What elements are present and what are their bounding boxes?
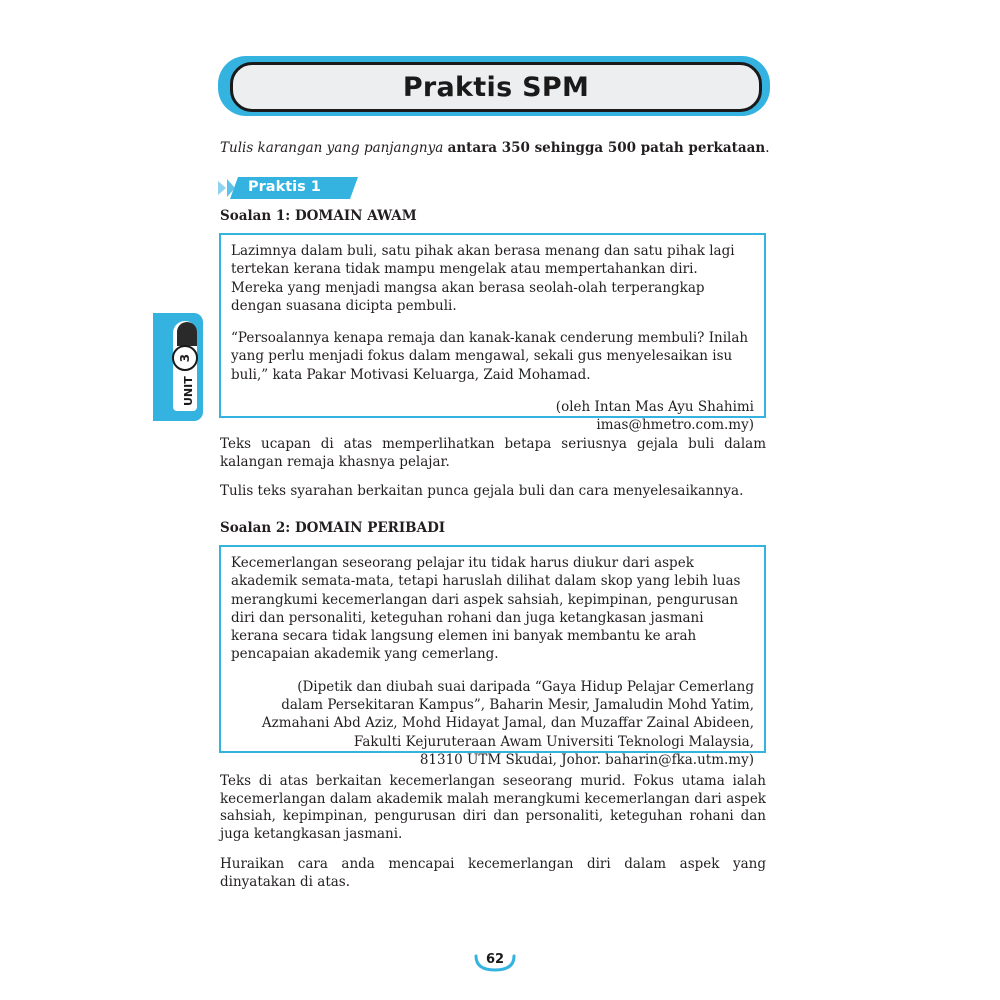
section-tag xyxy=(216,177,358,199)
soalan-1-para-1: Lazimnya dalam buli, satu pihak akan berasa menang dan satu pihak lagi tertekan kerana tidak mampu mengelak atau mempertahankan diri. Mereka yang menjadi mangsa akan berasa seolah-olah terperangkap dengan suasana dicipta pembuli. xyxy=(231,243,735,314)
unit-number: 3 xyxy=(172,345,198,371)
title-banner xyxy=(218,56,770,116)
soalan-1-text-1: Teks ucapan di atas memperlihatkan betapa seriusnya gejala buli dalam kalangan remaja khasnya pelajar. xyxy=(220,436,766,470)
soalan-1-source-line: imas@hmetro.com.my) xyxy=(596,417,754,434)
page-number-badge xyxy=(473,950,517,974)
soalan-1-heading: Soalan 1: DOMAIN AWAM xyxy=(220,208,417,224)
unit-label: UNIT xyxy=(182,376,195,406)
soalan-2-source-line: 81310 UTM Skudai, Johor. baharin@fka.utm.my) xyxy=(419,751,754,768)
arrow-icon xyxy=(218,181,226,195)
soalan-1-source-line: (oleh Intan Mas Ayu Shahimi xyxy=(555,399,754,416)
soalan-2-source-line: dalam Persekitaran Kampus”, Baharin Mesir, Jamaludin Mohd Yatim, xyxy=(281,697,754,714)
soalan-2-text-1: Teks di atas berkaitan kecemerlangan seseorang murid. Fokus utama ialah kecemerlangan dalam akademik malah merangkumi kecemerlangan dari aspek sahsiah, kepimpinan, pengurusan diri dan personaliti, keteguhan rohani dan juga ketangkasan jasmani. xyxy=(220,773,766,842)
soalan-1-para-2: “Persoalannya kenapa remaja dan kanak-kanak cenderung membuli? Inilah yang perlu menjadi fokus dalam mengawal, sekali gus menyelesaikan isu buli,” kata Pakar Motivasi Keluarga, Zaid Mohamad. xyxy=(231,330,749,383)
instruction-end: . xyxy=(765,140,770,156)
soalan-2-source-line: Fakulti Kejuruteraan Awam Universiti Teknologi Malaysia, xyxy=(353,733,754,750)
soalan-2-source-line: (Dipetik dan diubah suai daripada “Gaya Hidup Pelajar Cemerlang xyxy=(297,678,754,695)
soalan-2-source-line: Azmahani Abd Aziz, Mohd Hidayat Jamal, dan Muzaffar Zainal Abideen, xyxy=(261,715,754,732)
page-title: Praktis SPM xyxy=(402,71,590,103)
soalan-2-box xyxy=(219,545,766,768)
soalan-2-para-1: Kecemerlangan seseorang pelajar itu tidak harus diukur dari aspek akademik semata-mata, tetapi haruslah dilihat dalam skop yang lebih luas merangkumi kecemerlangan dari aspek sahsiah, kepimpinan, pengurusan diri dan personaliti, keteguhan rohani dan juga ketangkasan jasmani kerana secara tidak langsung elemen ini banyak membantu ke arah pencapaian akademik yang cemerlang. xyxy=(231,555,741,663)
instruction-italic: Tulis karangan yang panjangnya xyxy=(220,140,444,156)
title-frame xyxy=(230,62,762,112)
section-tag-label: Praktis 1 xyxy=(248,179,321,195)
page-number: 62 xyxy=(485,952,505,967)
soalan-2-heading: Soalan 2: DOMAIN PERIBADI xyxy=(220,520,446,536)
soalan-2-source xyxy=(231,678,754,769)
instruction-bold: antara 350 sehingga 500 patah perkataan xyxy=(447,140,766,156)
instruction xyxy=(220,139,780,157)
soalan-1-source xyxy=(231,398,754,435)
unit-tab-dark-cap xyxy=(177,322,197,346)
soalan-1-text-2: Tulis teks syarahan berkaitan punca gejala buli dan cara menyelesaikannya. xyxy=(220,483,744,499)
soalan-2-text-2: Huraikan cara anda mencapai kecemerlangan diri dalam aspek yang dinyatakan di atas. xyxy=(220,856,766,890)
soalan-1-box xyxy=(219,233,766,434)
